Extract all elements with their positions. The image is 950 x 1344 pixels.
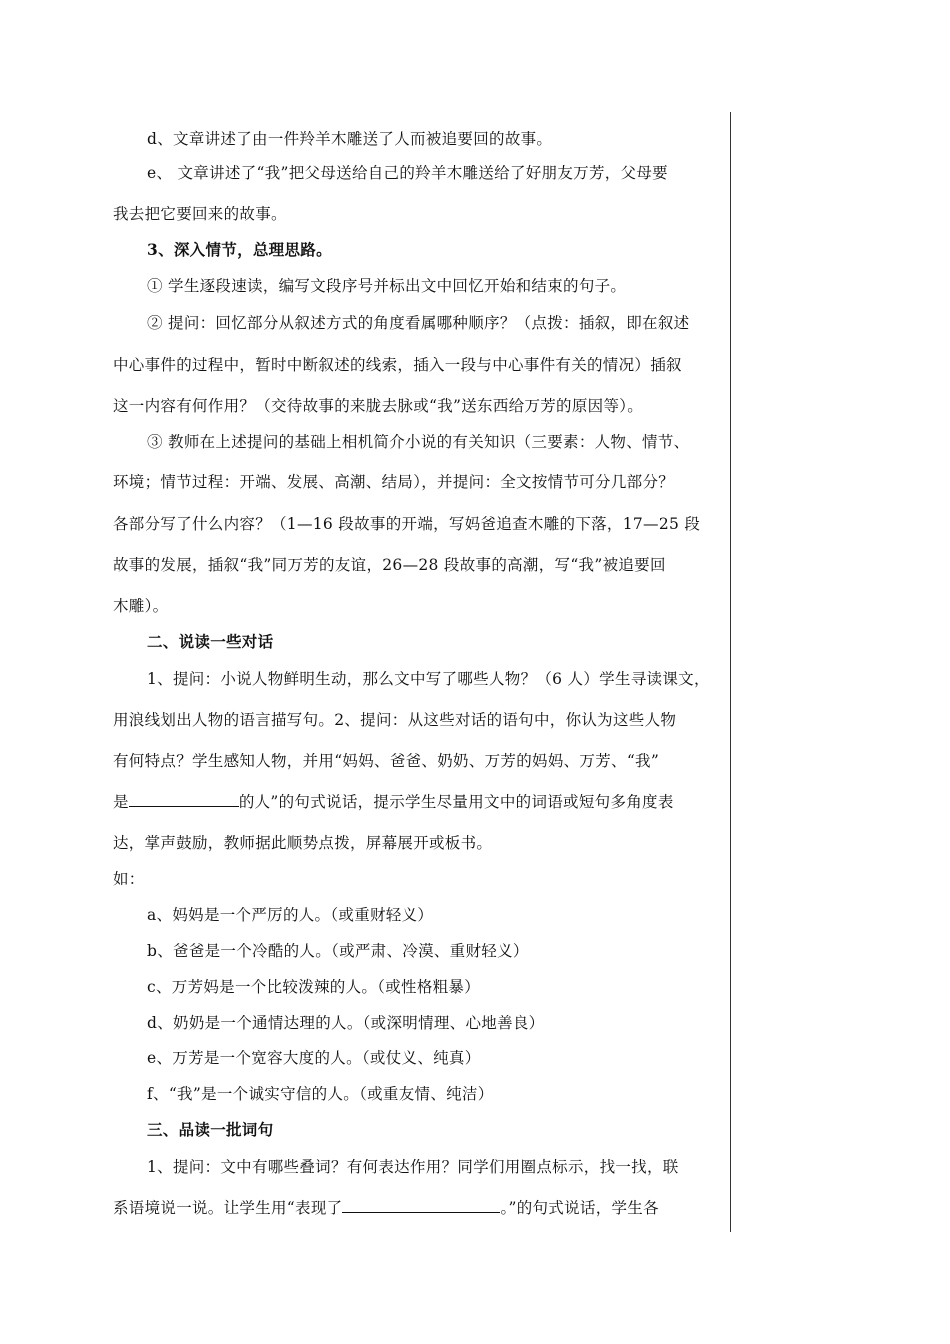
list-item: e、万芳是一个宽容大度的人。（或仗义、纯真） (147, 1049, 481, 1067)
list-item: a、妈妈是一个严厉的人。（或重财轻义） (147, 906, 434, 924)
margin-rule (730, 112, 731, 1232)
line-text: 。”的句式说话，学生各 (500, 1199, 659, 1217)
fill-blank (342, 1198, 500, 1213)
fill-blank (129, 792, 239, 807)
section-heading: 三、品读一批词句 (147, 1120, 274, 1139)
line-text: 系语境说一说。让学生用“表现了 (113, 1199, 343, 1217)
text-line: 达，掌声鼓励，教师据此顺势点拨，屏幕展开或板书。 (113, 834, 493, 852)
text-line: ① 学生逐段速读，编写文段序号并标出文中回忆开始和结束的句子。 (147, 277, 627, 295)
line-text: 是 (113, 793, 129, 811)
list-item: f、“我”是一个诚实守信的人。（或重友情、纯洁） (147, 1085, 494, 1103)
text-line-with-blank (113, 792, 674, 812)
text-line: 用浪线划出人物的语言描写句。2、提问：从这些对话的语句中，你认为这些人物 (113, 711, 677, 729)
list-item: d、奶奶是一个通情达理的人。（或深明情理、心地善良） (147, 1014, 545, 1032)
text-line: 故事的发展，插叙“我”同万芳的友谊，26—28 段故事的高潮，写“我”被追要回 (113, 556, 666, 574)
text-line: ② 提问：回忆部分从叙述方式的角度看属哪种顺序？（点拨：插叙，即在叙述 (147, 314, 690, 332)
text-line: ③ 教师在上述提问的基础上相机简介小说的有关知识（三要素：人物、情节、 (147, 433, 690, 451)
list-item: c、万芳妈是一个比较泼辣的人。（或性格粗暴） (147, 978, 481, 996)
section-heading: 二、说读一些对话 (147, 632, 274, 651)
text-line-with-blank (113, 1198, 659, 1218)
text-line: 各部分写了什么内容？（1—16 段故事的开端，写妈爸追查木雕的下落，17—25 段 (113, 515, 701, 533)
list-item: b、爸爸是一个冷酷的人。（或严肃、冷漠、重财轻义） (147, 942, 529, 960)
text-line: 中心事件的过程中，暂时中断叙述的线索，插入一段与中心事件有关的情况）插叙 (113, 356, 682, 374)
text-line: 木雕）。 (113, 597, 169, 615)
section-heading: 3、深入情节，总理思路。 (147, 240, 332, 259)
text-line: 1、提问：文中有哪些叠词？有何表达作用？同学们用圈点标示，找一找，联 (147, 1158, 679, 1176)
line-text: 的人”的句式说话，提示学生尽量用文中的词语或短句多角度表 (238, 793, 674, 811)
text-line: 有何特点？学生感知人物，并用“妈妈、爸爸、奶奶、万芳的妈妈、万芳、“我” (113, 752, 660, 770)
text-line: e、 文章讲述了“我”把父母送给自己的羚羊木雕送给了好朋友万芳，父母要 (147, 164, 668, 182)
text-line: 1、提问：小说人物鲜明生动，那么文中写了哪些人物？（6 人）学生寻读课文， (147, 670, 710, 688)
text-line: 我去把它要回来的故事。 (113, 205, 287, 223)
text-line: 如： (113, 870, 145, 888)
text-line: 这一内容有何作用？（交待故事的来胧去脉或“我”送东西给万芳的原因等）。 (113, 397, 644, 415)
text-line: d、文章讲述了由一件羚羊木雕送了人而被追要回的故事。 (147, 130, 553, 148)
text-line: 环境；情节过程：开端、发展、高潮、结局），并提问：全文按情节可分几部分？ (113, 473, 675, 491)
